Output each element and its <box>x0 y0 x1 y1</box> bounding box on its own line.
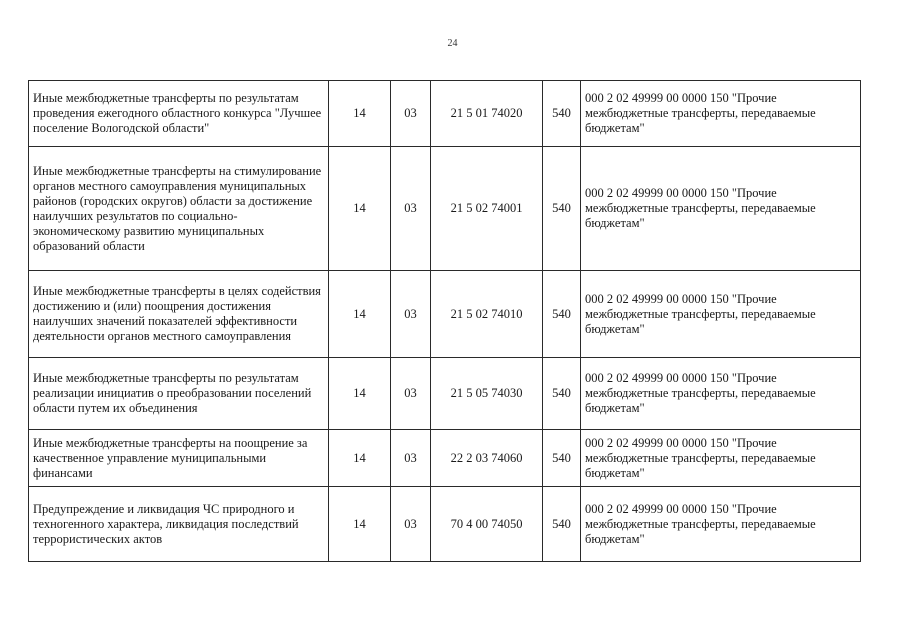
section-code: 14 <box>329 271 391 358</box>
subsection-code: 03 <box>391 487 431 562</box>
revenue-code-text: 000 2 02 49999 00 0000 150 "Прочие межбюджетные трансферты, передаваемые бюджетам" <box>585 91 816 135</box>
revenue-code-text: 000 2 02 49999 00 0000 150 "Прочие межбюджетные трансферты, передаваемые бюджетам" <box>585 435 816 480</box>
transfer-description: Иные межбюджетные трансферты по результатам проведения ежегодного областного конкурса "Лучшее поселение Вологодской области" <box>29 81 329 147</box>
target-article-code: 21 5 05 74030 <box>431 358 543 430</box>
table-row <box>29 487 861 562</box>
expense-type-code: 540 <box>543 81 581 147</box>
expense-type-code: 540 <box>543 271 581 358</box>
transfer-description: Иные межбюджетные трансферты в целях содействия достижению и (или) поощрения достижения наилучших значений показателей эффективности деятельности органов местного самоуправления <box>29 271 329 358</box>
subsection-code: 03 <box>391 81 431 147</box>
subsection-code: 03 <box>391 430 431 487</box>
target-article-code: 21 5 01 74020 <box>431 81 543 147</box>
section-code: 14 <box>329 487 391 562</box>
section-code: 14 <box>329 147 391 271</box>
expense-type-code: 540 <box>543 430 581 487</box>
revenue-classification-code <box>581 147 861 271</box>
expense-type-code: 540 <box>543 358 581 430</box>
target-article-code: 70 4 00 74050 <box>431 487 543 562</box>
transfer-description: Иные межбюджетные трансферты по результатам реализации инициатив о преобразовании поселений области путем их объединения <box>29 358 329 430</box>
target-article-code: 21 5 02 74001 <box>431 147 543 271</box>
revenue-code-text: 000 2 02 49999 00 0000 150 "Прочие межбюджетные трансферты, передаваемые бюджетам" <box>585 291 816 336</box>
revenue-code-text: 000 2 02 49999 00 0000 150 "Прочие межбюджетные трансферты, передаваемые бюджетам" <box>585 186 816 230</box>
page-number: 24 <box>447 38 458 49</box>
subsection-code: 03 <box>391 358 431 430</box>
table-row <box>29 147 861 271</box>
section-code: 14 <box>329 358 391 430</box>
subsection-code: 03 <box>391 271 431 358</box>
table-row <box>29 81 861 147</box>
revenue-code-text: 000 2 02 49999 00 0000 150 "Прочие межбюджетные трансферты, передаваемые бюджетам" <box>585 371 816 415</box>
revenue-classification-code <box>581 430 861 487</box>
revenue-classification-code <box>581 487 861 562</box>
budget-transfers-table <box>28 80 861 562</box>
table-row <box>29 271 861 358</box>
target-article-code: 21 5 02 74010 <box>431 271 543 358</box>
transfer-description: Предупреждение и ликвидация ЧС природного и техногенного характера, ликвидация последствий террористических актов <box>29 487 329 562</box>
revenue-classification-code <box>581 81 861 147</box>
subsection-code: 03 <box>391 147 431 271</box>
transfer-description: Иные межбюджетные трансферты на поощрение за качественное управление муниципальными финансами <box>29 430 329 487</box>
table-row <box>29 430 861 487</box>
expense-type-code: 540 <box>543 147 581 271</box>
revenue-classification-code <box>581 271 861 358</box>
transfer-description: Иные межбюджетные трансферты на стимулирование органов местного самоуправления муниципальных районов (городских округов) области за достижение наилучших результатов по социально-экономическому развитию муниципальных образований области <box>29 147 329 271</box>
revenue-classification-code <box>581 358 861 430</box>
expense-type-code: 540 <box>543 487 581 562</box>
revenue-code-text: 000 2 02 49999 00 0000 150 "Прочие межбюджетные трансферты, передаваемые бюджетам" <box>585 501 816 546</box>
target-article-code: 22 2 03 74060 <box>431 430 543 487</box>
section-code: 14 <box>329 81 391 147</box>
section-code: 14 <box>329 430 391 487</box>
table-row <box>29 358 861 430</box>
